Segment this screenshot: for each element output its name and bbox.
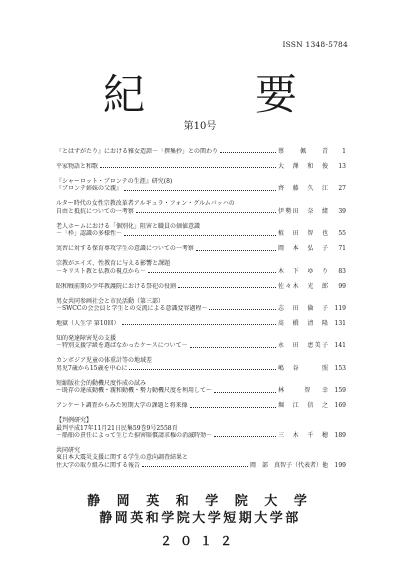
publisher-university: 静 岡 英 和 学 院 大 学 [87, 494, 313, 509]
toc-entry-author: 岡 部 真智子（代表者）他 [250, 461, 329, 469]
toc-entry [56, 357, 346, 372]
toc-entry-author: 嶋 谷 照 [278, 364, 328, 372]
toc-entry-page: 71 [338, 245, 346, 253]
toc-entry [56, 402, 346, 409]
toc-entry-author: 佐々木 光 郎 [278, 282, 328, 290]
toc-entry-page: 13 [338, 163, 346, 170]
toc-entry-page: 159 [334, 387, 346, 395]
publisher-junior-college: 静岡英和学院大学短期大学部 [99, 511, 301, 526]
toc-entry-title-line: カンボジア児童の体重計等の地域差 [56, 357, 153, 365]
dot-leader [136, 211, 276, 213]
toc-entry-author: 林 智 幸 [278, 387, 328, 395]
toc-entry-title-line: －特別支援学級を選ばなかったケースについて－ [56, 342, 188, 350]
toc-entry-page: 99 [338, 282, 346, 290]
toc-entry-title-line: －キリスト教と仏教の視点から－ [56, 267, 146, 275]
toc-entry-page: 141 [334, 342, 346, 350]
toc-entry-page: 199 [334, 461, 346, 469]
toc-entry-title-line: 東日本大震災支援に関する学生の意向調査結果と [56, 454, 189, 462]
toc-entry-title-line: 最判平成17年11月21日民集59巻9号2558頁 [56, 424, 178, 432]
dot-leader [214, 435, 276, 437]
toc-entry-title-line: ルター時代の女性宗教改革者アルギュラ・フォン・グルムバッハの [56, 200, 235, 208]
issn-number: ISSN 1348-5784 [282, 40, 348, 49]
toc-entry-title-line: 男女共同参画社会と市民活動（第三部） [56, 297, 165, 305]
dot-leader [129, 368, 276, 370]
toc-entry-page: 153 [334, 364, 346, 372]
toc-entry-title-line: 男児7歳から15歳を中心に [56, 364, 128, 372]
toc-entry-title-line: 地獄（人生学 第10回） [56, 320, 120, 328]
toc-entry-title-line: ～既存の達成動機・親和動機・勢力動機尺度を利用して～ [56, 387, 213, 395]
toc-entry-title-line: 住大学の取り組みに関する報告 [56, 461, 141, 469]
toc-entry-author: 堀 江 信 之 [278, 402, 328, 410]
toc-entry-title-line: 自由と抵抗についての一考察 [56, 207, 134, 215]
dot-leader [142, 465, 248, 467]
toc-entry-author: 岡 本 弘 子 [278, 245, 328, 253]
toc-entry-title-line: 実習に対する保育専攻学生の意識についての一考察 [56, 245, 194, 253]
toc-entry [56, 260, 346, 275]
toc-entry [56, 335, 346, 350]
toc-entry-page: 131 [334, 320, 346, 328]
dot-leader [196, 249, 276, 251]
toc-entry-page: 27 [338, 185, 346, 193]
issue-number: 第10号 [183, 121, 217, 132]
toc-entry-title-line: 昭和戦前期の少年教護院における祭祀の役割 [56, 282, 177, 290]
toc-entry [56, 178, 346, 193]
publication-year: ２０１２ [159, 534, 240, 548]
toc-entry [56, 447, 346, 469]
toc-entry [56, 148, 346, 155]
toc-entry [56, 200, 346, 215]
journal-title: 紀 要 [102, 70, 331, 119]
toc-entry-author: 大 澤 和 俊 [278, 163, 328, 170]
toc-entry-author: 植 田 智 也 [278, 230, 328, 238]
dot-leader [100, 166, 276, 168]
toc-entry-page: 55 [338, 230, 346, 238]
toc-entry [56, 320, 346, 327]
toc-entry [56, 245, 346, 252]
toc-entry [56, 298, 346, 313]
dot-leader [190, 346, 276, 348]
dot-leader [190, 406, 276, 408]
toc-entry-title-line: 『ブロンテ姉妹の父親』 [56, 185, 123, 193]
toc-entry [56, 380, 346, 395]
toc-entry [56, 283, 346, 290]
dot-leader [124, 189, 276, 191]
dot-leader [220, 151, 276, 153]
toc-entry-author: 木 下 ゆ り [278, 267, 328, 275]
toc-entry-author: 齊 藤 久 江 [278, 185, 328, 193]
toc-entry-title-line: 知的発達障害児の支援 [56, 335, 117, 343]
toc-entry [56, 417, 346, 439]
dot-leader [148, 271, 276, 273]
dot-leader [178, 286, 276, 288]
toc-entry-title-line: 宗教がエイズ、性教育に与える影響と課題 [56, 260, 171, 268]
toc-entry-page: 83 [338, 267, 346, 275]
toc-entry-author: 蔡 佩 青 [278, 148, 328, 155]
toc-entry-author: 髙 橋 清 隆 [278, 320, 328, 328]
toc-entry-author: 永 田 恵美子 [278, 342, 328, 350]
toc-entry-page: 1 [342, 148, 346, 155]
toc-entry-author: 志 田 倫 子 [278, 305, 328, 313]
toc-entry-title-line: －SWCCの会会員と学生との交流による意識変容過程－ [56, 305, 208, 313]
toc-entry-author: 伊勢田 奈 緒 [278, 207, 328, 215]
table-of-contents [56, 148, 346, 477]
toc-entry-title-line: 短縮版社会的動機尺度作成の試み [56, 379, 147, 387]
toc-entry-page: 39 [338, 207, 346, 215]
toc-entry [56, 223, 346, 238]
toc-entry-title-line: 『シャーロット・ブロンテの生涯』研究(8) [56, 178, 173, 185]
toc-entry-author: 三 木 千 穂 [278, 432, 328, 440]
toc-entry-title-line: 平家物語と和歌 [56, 163, 99, 170]
dot-leader [124, 234, 276, 236]
toc-entry-title-line: 共同研究 [56, 447, 81, 455]
dot-leader [209, 308, 276, 310]
toc-entry-page: 169 [334, 402, 346, 410]
toc-entry [56, 163, 346, 170]
dot-leader [122, 323, 276, 325]
toc-entry-page: 119 [334, 305, 346, 313]
toc-entry-title-line: 『とはずがたり』における雅女造譚－「撰集抄」との関わり [56, 148, 219, 155]
dot-leader [214, 391, 276, 393]
toc-entry-title-line: －「枠」認識の多様性－ [56, 230, 123, 238]
toc-entry-title-line: －船舶の責任によって生じた損害賠償請求権の消滅時効－ [56, 432, 213, 440]
toc-entry-title-line: 老人ホームにおける「個別化」阻害と職員の価値意識 [56, 222, 201, 230]
toc-entry-title-line: アンケート調査からみた短期大学の課題と将来像 [56, 402, 188, 410]
toc-entry-title-line: 【判例研究】 [56, 417, 93, 425]
toc-entry-page: 189 [334, 432, 346, 440]
